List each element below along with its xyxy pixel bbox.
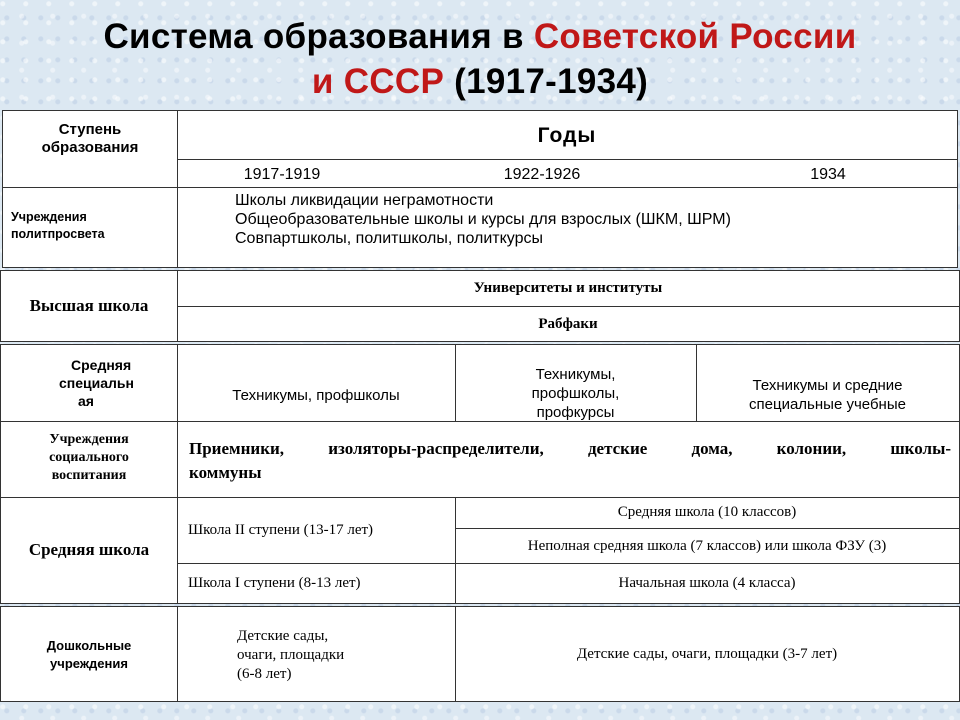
row-label-line: Средняя — [71, 357, 132, 373]
politprosvet-items — [235, 191, 955, 248]
social-line-2: коммуны — [189, 463, 262, 482]
cell-line: профшколы, — [531, 385, 620, 402]
cell-line: (6-8 лет) — [237, 666, 292, 682]
incomplete-secondary: Неполная средняя школа (7 классов) или школа ФЗУ (3) — [527, 537, 887, 554]
year-1934: 1934 — [810, 166, 846, 183]
row-label-line: Учреждения — [49, 432, 129, 447]
social-word: дома, — [691, 439, 733, 458]
year-1922-1926: 1922-1926 — [503, 166, 581, 183]
cell-line: профкурсы — [536, 404, 615, 420]
social-word: школы- — [890, 439, 951, 458]
row-label-preschool — [1, 637, 177, 673]
primary-school: Начальная школа (4 класса) — [618, 575, 796, 591]
stage-header — [3, 121, 177, 157]
years-header: Годы — [537, 124, 597, 147]
title-line-2 — [0, 59, 960, 104]
title-years: (1917-1934) — [444, 62, 649, 101]
title-text: Система образования в — [103, 17, 534, 56]
row-label-line: воспитания — [51, 468, 127, 483]
table-block-higher — [0, 270, 960, 342]
row-label-secondary: Средняя школа — [28, 540, 150, 559]
row-label-line: учреждения — [50, 656, 128, 671]
social-institutions — [189, 437, 951, 485]
social-word: колонии, — [776, 439, 847, 458]
row-label-politprosvet — [11, 209, 171, 243]
row-label-secondary-special — [59, 356, 169, 410]
title-line-1 — [0, 14, 960, 59]
row-label-line: политпросвета — [11, 227, 105, 241]
page-title — [0, 14, 960, 104]
row-label-social — [1, 431, 177, 485]
cell-line: Техникумы, — [535, 366, 616, 383]
stage-header-line: образования — [41, 139, 139, 156]
list-item: Школы ликвидации неграмотности — [235, 192, 494, 209]
social-word: Приемники, — [189, 439, 285, 458]
row-label-line: Дошкольные — [46, 638, 132, 653]
social-word: изоляторы-распределители, — [328, 439, 544, 458]
stage-header-line: Ступень — [58, 121, 122, 138]
preschool-early — [237, 627, 447, 684]
social-word: детские — [587, 439, 648, 458]
secondary-10-classes: Средняя школа (10 классов) — [617, 504, 797, 520]
higher-rabfaks: Рабфаки — [538, 315, 598, 332]
secondary-special-1917: Техникумы, профшколы — [232, 386, 400, 404]
row-label-line: социального — [49, 450, 129, 465]
row-label-line: специальн — [59, 375, 134, 391]
cell-line: Техникумы и средние — [752, 377, 903, 394]
list-item: Общеобразовательные школы и курсы для взрослых (ШКМ, ШРМ) — [235, 211, 731, 228]
table-block-preschool — [0, 606, 960, 702]
table-block-header — [2, 110, 958, 268]
cell-line: Детские сады, — [237, 628, 329, 644]
title-highlight: Советской России — [533, 17, 857, 56]
higher-universities: Университеты и институты — [473, 280, 663, 296]
row-label-higher: Высшая школа — [29, 296, 149, 315]
table-block-middle — [0, 344, 960, 604]
social-line-1 — [189, 437, 951, 461]
secondary-special-1922 — [455, 365, 696, 420]
school-stage-1: Школа I ступени (8-13 лет) — [188, 575, 361, 591]
year-1917-1919: 1917-1919 — [243, 166, 321, 183]
row-label-line: ая — [78, 393, 94, 409]
secondary-special-1934 — [696, 376, 959, 414]
title-highlight: и СССР — [311, 62, 445, 101]
cell-line: очаги, площадки — [237, 647, 345, 663]
row-label-line: Учреждения — [11, 210, 87, 224]
preschool-later: Детские сады, очаги, площадки (3-7 лет) — [576, 645, 838, 662]
cell-line: специальные учебные — [749, 396, 906, 413]
school-stage-2: Школа II ступени (13-17 лет) — [188, 521, 374, 538]
list-item: Совпартшколы, политшколы, политкурсы — [235, 230, 543, 247]
